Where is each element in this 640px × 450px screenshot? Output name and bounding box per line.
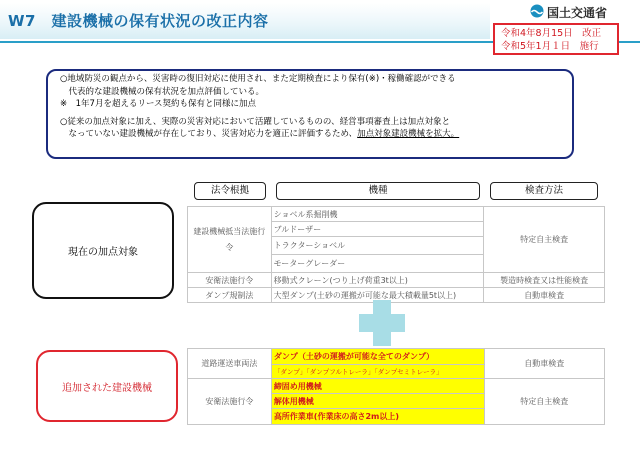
current-table (187, 206, 605, 303)
machine-cell-highlight: 「ダンプ」「ダンプフルトレーラ」「ダンプセミトレーラ」 (271, 365, 484, 379)
col-header-machine: 機種 (276, 182, 480, 200)
table-row (188, 349, 605, 365)
law-cell: 道路運送車両法 (188, 349, 272, 379)
ministry-name: 国土交通省 (547, 6, 608, 20)
page-title: W7 建設機械の保有状況の改正内容 (8, 12, 269, 30)
law-cell: 建設機械抵当法施行令 (188, 207, 272, 273)
date-revised: 令和4年8月15日 改正 (501, 28, 602, 39)
machine-cell: モーターグレーダー (271, 255, 484, 273)
machine-cell-highlight: 締固め用機械 (271, 379, 484, 394)
intro-box (46, 69, 574, 159)
machine-cell-highlight: ダンプ（土砂の運搬が可能な全てのダンプ） (271, 349, 484, 365)
intro-line-1: ○地域防災の観点から、災害時の復旧対応に使用され、また定期検査により保有(※)・稼働確認ができる (60, 74, 456, 84)
inspection-cell: 自動車検査 (484, 288, 605, 303)
table-row (188, 288, 605, 303)
law-cell: 安衛法施行令 (188, 273, 272, 288)
added-table (187, 348, 605, 425)
mlit-logo-icon (530, 4, 544, 18)
category-added (36, 350, 178, 422)
machine-cell: ブルドーザー (271, 222, 484, 237)
date-effective: 令和5年1月１日 施行 (501, 41, 599, 52)
table-row (188, 273, 605, 288)
col-header-inspection: 検査方法 (490, 182, 598, 200)
category-added-label: 追加された建設機械 (62, 382, 152, 394)
machine-cell: ショベル系掘削機 (271, 207, 484, 222)
intro-line-4-text: なっていない建設機械が存在しており、災害対応力を適正に評価するため、 (60, 129, 358, 140)
inspection-cell: 特定自主検査 (484, 207, 605, 273)
machine-cell: 大型ダンプ(土砂の運搬が可能な最大積載量5t以上) (271, 288, 484, 303)
intro-line-2: 代表的な建設機械の保有状況を加点評価している。 (60, 86, 265, 97)
plus-icon-bar (359, 314, 405, 332)
date-box (493, 23, 619, 55)
law-cell: 安衛法施行令 (188, 379, 272, 425)
intro-line-4 (60, 128, 564, 141)
machine-cell-highlight: 解体用機械 (271, 394, 484, 409)
table-row (188, 379, 605, 394)
machine-cell-highlight: 高所作業車(作業床の高さ2m以上) (271, 409, 484, 425)
category-current (32, 202, 174, 299)
table-row (188, 207, 605, 222)
intro-line-3: ○従来の加点対象に加え、実際の災害対応において活躍しているものの、経営事項審査上は加点対象と (60, 116, 451, 127)
intro-note: ※ 1年7月を超えるリース契約も保有と同様に加点 (60, 99, 257, 110)
inspection-cell: 自動車検査 (484, 349, 605, 379)
category-current-label: 現在の加点対象 (68, 247, 138, 258)
inspection-cell: 製造時検査又は性能検査 (484, 273, 605, 288)
inspection-cell: 特定自主検査 (484, 379, 605, 425)
machine-cell: トラクターショベル (271, 237, 484, 255)
law-cell: ダンプ規制法 (188, 288, 272, 303)
intro-emphasis: 加点対象建設機械を拡大。 (357, 129, 460, 140)
col-header-law: 法令根拠 (194, 182, 266, 200)
machine-cell: 移動式クレーン(つり上げ荷重3t以上) (271, 273, 484, 288)
